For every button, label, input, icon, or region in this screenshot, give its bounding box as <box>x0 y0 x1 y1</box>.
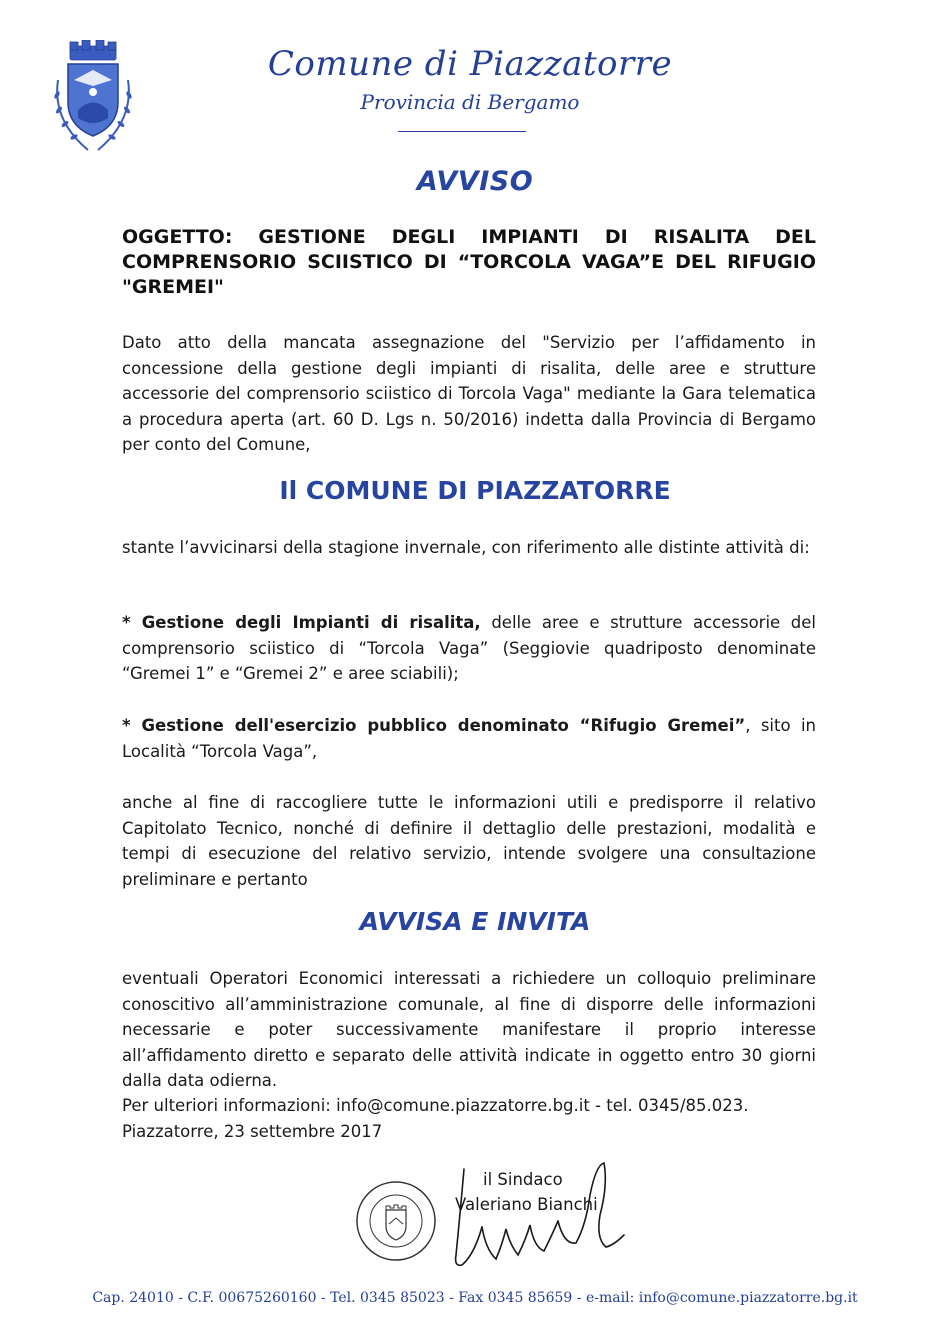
contact-info-line: Per ulteriori informazioni: info@comune.piazzatorre.bg.it - tel. 0345/85.023. <box>122 1096 749 1115</box>
activity-item-ski-lifts-text: delle aree e strutture accessorie del comprensorio sciistico di “Torcola Vaga” (Seggiovie quadriposto denominate “Gremei 1” e “Gremei 2” e aree sciabili); <box>122 613 816 683</box>
letterhead-subtitle: Provincia di Bergamo <box>360 90 580 114</box>
activities-intro: stante l’avvicinarsi della stagione invernale, con riferimento alle distinte attività di: <box>122 538 810 557</box>
intro-paragraph: Dato atto della mancata assegnazione del "Servizio per l’affidamento in concessione della gestione degli impianti di risalita, delle aree e strutture accessorie del comprensorio sciistico di Torcola Vaga" mediante la Gara telematica a procedura aperta (art. 60 D. Lgs n. 50/2016) indetta dalla Provincia di Bergamo per conto del Comune, <box>122 333 816 454</box>
activity-item-refuge-text: , sito in Località “Torcola Vaga”, <box>122 716 816 761</box>
official-stamp-icon <box>355 1180 437 1262</box>
activity-item-refuge <box>122 713 816 764</box>
date-line: Piazzatorre, 23 settembre 2017 <box>122 1122 383 1141</box>
letterhead-title: Comune di Piazzatorre <box>267 44 673 84</box>
authority-heading: Il COMUNE DI PIAZZATORRE <box>279 476 671 505</box>
letterhead-divider <box>398 131 526 132</box>
activity-item-refuge-title: * Gestione dell'esercizio pubblico denominato “Rifugio Gremei” <box>122 716 746 735</box>
signatory-name: Valeriano Bianchi <box>455 1195 598 1214</box>
notice-heading: AVVISO <box>416 166 534 197</box>
handwritten-signature-icon <box>440 1155 640 1275</box>
notice-subject: OGGETTO: GESTIONE DEGLI IMPIANTI DI RISALITA DEL COMPRENSORIO SCIISTICO DI “TORCOLA VAGA”E DEL RIFUGIO "GREMEI" <box>122 226 816 298</box>
footer-contact: Cap. 24010 - C.F. 00675260160 - Tel. 0345 85023 - Fax 0345 85659 - e-mail: info@comune.piazzatorre.bg.it <box>92 1290 858 1306</box>
activity-item-ski-lifts <box>122 610 816 687</box>
activity-item-ski-lifts-title: * Gestione degli Impianti di risalita, <box>122 613 481 632</box>
municipal-crest-icon <box>48 40 138 158</box>
purpose-paragraph: anche al fine di raccogliere tutte le informazioni utili e predisporre il relativo Capitolato Tecnico, nonché di definire il dettaglio delle prestazioni, modalità e tempi di esecuzione del relativo servizio, intende svolgere una consultazione preliminare e pertanto <box>122 793 816 889</box>
invite-heading: AVVISA E INVITA <box>359 907 591 936</box>
invite-paragraph: eventuali Operatori Economici interessati a richiedere un colloquio preliminare conoscitivo all’amministrazione comunale, al fine di disporre delle informazioni necessarie e poter successivamente manifestare il proprio interesse all’affidamento diretto e separato delle attività indicate in oggetto entro 30 giorni dalla data odierna. <box>122 969 816 1090</box>
signatory-title: il Sindaco <box>483 1170 563 1189</box>
